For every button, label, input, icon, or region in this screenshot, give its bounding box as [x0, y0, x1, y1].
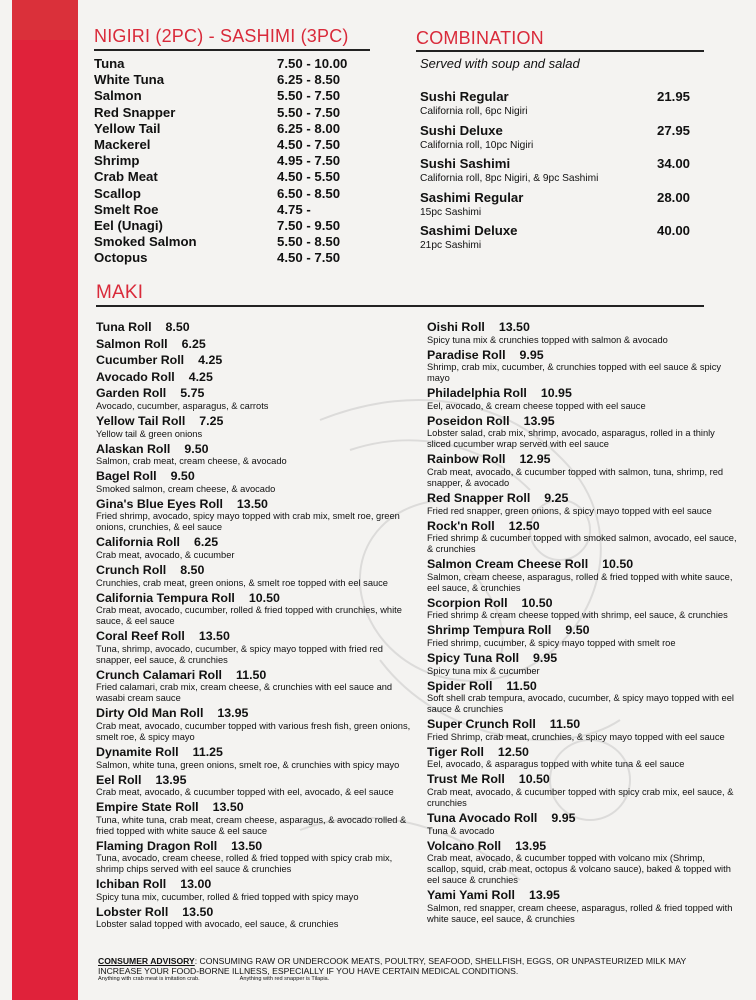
roll-name: California Roll [96, 535, 180, 550]
maki-right-column [427, 320, 737, 927]
roll-header [427, 772, 737, 787]
roll-description: Soft shell crab tempura, avocado, cucumber, & spicy mayo topped with eel sauce & crunchies [427, 693, 734, 715]
combo-item [420, 156, 690, 190]
roll-price: 13.50 [212, 800, 244, 815]
roll-header [96, 535, 416, 550]
maki-left-column [96, 320, 416, 932]
maki-roll [96, 535, 416, 561]
roll-description: Crab meat, avocado, cucumber, rolled & fried topped with crunchies, white sauce, & eel sauce [96, 605, 402, 627]
item-price: 5.50 - 7.50 [277, 88, 341, 104]
nigiri-row [94, 169, 364, 185]
roll-name: Shrimp Tempura Roll [427, 623, 552, 638]
roll-price: 10.95 [540, 386, 572, 401]
roll-price: 13.00 [180, 877, 212, 892]
roll-price: 9.95 [519, 347, 544, 362]
roll-header [96, 370, 416, 385]
nigiri-row [94, 153, 364, 169]
roll-header [427, 519, 737, 534]
combo-desc: California roll, 8pc Nigiri, & 9pc Sashimi [420, 173, 599, 184]
item-name: Yellow Tail [94, 120, 161, 136]
maki-roll [96, 839, 416, 876]
maki-roll [96, 629, 416, 666]
combo-desc: California roll, 10pc Nigiri [420, 139, 534, 151]
roll-description: Fried Shrimp, crab meat, crunchies, & spicy mayo topped with eel sauce [427, 731, 725, 742]
combo-price: 34.00 [656, 156, 690, 171]
maki-roll [427, 623, 737, 649]
roll-description: Crab meat, avocado, cucumber topped with various fresh fish, green onions, smelt roe, & spicy mayo [96, 720, 411, 742]
item-price: 4.50 - 7.50 [277, 136, 341, 152]
maki-roll [96, 320, 416, 335]
combo-name: Sushi Regular [420, 89, 509, 104]
roll-price: 10.50 [248, 590, 280, 605]
roll-name: Paradise Roll [427, 347, 506, 362]
nigiri-rule [94, 49, 370, 51]
maki-roll [427, 452, 737, 489]
maki-roll [427, 679, 737, 716]
roll-name: Oishi Roll [427, 320, 485, 334]
nigiri-row [94, 88, 364, 104]
roll-header [427, 491, 737, 506]
roll-description: Spicy tuna mix & cucumber [427, 665, 540, 676]
roll-header [427, 745, 737, 760]
item-price: 6.25 - 8.50 [277, 72, 341, 88]
maki-roll [96, 442, 416, 468]
item-price: 4.95 - 7.50 [277, 153, 341, 169]
roll-price: 11.50 [549, 717, 581, 732]
roll-name: Bagel Roll [96, 469, 157, 484]
combo-item [420, 223, 690, 257]
roll-description: Avocado, cucumber, asparagus, & carrots [96, 400, 269, 411]
red-stripe [12, 0, 78, 1000]
combo-price: 40.00 [656, 223, 690, 238]
roll-name: Super Crunch Roll [427, 717, 536, 732]
roll-header [96, 745, 416, 760]
stripe-stain [12, 0, 78, 40]
combo-name: Sushi Deluxe [420, 122, 503, 138]
roll-name: Alaskan Roll [96, 441, 171, 456]
nigiri-row [94, 72, 364, 88]
roll-name: Dynamite Roll [96, 744, 179, 759]
maki-roll [427, 386, 737, 412]
roll-description: Fried shrimp, cucumber, & spicy mayo topped with smelt roe [427, 637, 676, 648]
roll-price: 9.95 [533, 650, 558, 665]
nigiri-row [94, 121, 364, 137]
roll-header [427, 679, 737, 694]
roll-name: Garden Roll [96, 386, 167, 401]
roll-name: Coral Reef Roll [96, 629, 185, 644]
roll-description: Crab meat, avocado, & cucumber topped with eel, avocado, & eel sauce [96, 787, 394, 798]
nigiri-list [94, 56, 364, 266]
combo-price: 28.00 [656, 189, 690, 205]
roll-price: 9.50 [184, 441, 209, 456]
roll-description: Crab meat, avocado, & cucumber [96, 549, 235, 560]
roll-description: Tuna, avocado, cream cheese, rolled & fried topped with spicy crab mix, shrimp chips served with eel sauce & crunchies [96, 853, 393, 875]
item-price: 7.50 - 9.50 [277, 217, 341, 233]
maki-roll [96, 800, 416, 837]
combo-name: Sashimi Regular [420, 189, 524, 205]
roll-name: Tuna Avocado Roll [427, 810, 538, 825]
maki-roll [427, 596, 737, 622]
maki-roll [96, 591, 416, 628]
roll-price: 13.95 [523, 413, 555, 428]
roll-name: Trust Me Roll [427, 772, 505, 787]
maki-heading: MAKI [96, 282, 144, 303]
roll-description: Salmon, red snapper, cream cheese, asparagus, rolled & fried topped with white sauce, eel sauce, & crunchies [427, 902, 733, 924]
item-name: Shrimp [94, 153, 140, 169]
roll-name: Ichiban Roll [96, 877, 167, 892]
maki-roll [96, 745, 416, 771]
roll-price: 13.95 [528, 888, 560, 903]
consumer-advisory [98, 956, 728, 983]
item-name: Octopus [94, 250, 148, 266]
roll-name: Salmon Roll [96, 336, 168, 351]
roll-name: Spicy Tuna Roll [427, 650, 520, 665]
maki-roll [96, 706, 416, 743]
roll-header [96, 800, 416, 815]
maki-roll [427, 888, 737, 925]
combo-item [420, 123, 690, 157]
roll-price: 9.50 [170, 469, 195, 484]
roll-name: Rainbow Roll [427, 452, 506, 467]
item-price: 4.50 - 7.50 [277, 250, 341, 266]
roll-header [96, 563, 416, 578]
roll-header [427, 557, 737, 572]
roll-price: 10.50 [602, 557, 634, 572]
roll-description: Eel, avocado, & cream cheese topped with eel sauce [427, 400, 646, 411]
roll-name: Philadelphia Roll [427, 386, 527, 401]
roll-price: 9.95 [551, 810, 576, 825]
combo-name: Sashimi Deluxe [420, 223, 518, 238]
roll-description: Lobster salad, crab mix, shrimp, avocado, asparagus, rolled in a thinly sliced cucumber wrap served with eel sauce [427, 428, 715, 450]
roll-price: 13.95 [217, 706, 249, 721]
roll-price: 4.25 [188, 369, 213, 384]
maki-roll [96, 497, 416, 534]
combo-price: 21.95 [656, 89, 690, 104]
roll-description: Fried shrimp, avocado, spicy mayo topped with crab mix, smelt roe, green onions, crunchies, & eel sauce [96, 511, 400, 533]
item-price: 5.50 - 7.50 [277, 104, 341, 120]
roll-price: 11.25 [192, 744, 223, 759]
roll-name: Red Snapper Roll [427, 490, 531, 505]
roll-description: Crunchies, crab meat, green onions, & smelt roe topped with eel sauce [96, 577, 388, 588]
roll-header [427, 811, 737, 826]
maki-roll [427, 519, 737, 556]
roll-name: Tuna Roll [96, 320, 152, 334]
item-name: Red Snapper [94, 104, 176, 120]
roll-description: Fried calamari, crab mix, cream cheese, & crunchies with eel sauce and wasabi cream sauce [96, 682, 393, 704]
maki-roll [96, 905, 416, 931]
roll-price: 6.25 [194, 535, 219, 550]
item-name: Smelt Roe [94, 201, 159, 217]
item-name: Mackerel [94, 136, 151, 152]
item-name: Scallop [94, 185, 141, 201]
maki-roll [427, 491, 737, 517]
roll-header [96, 386, 416, 401]
roll-name: Flaming Dragon Roll [96, 838, 218, 853]
roll-header [427, 386, 737, 401]
maki-roll [427, 745, 737, 771]
roll-header [96, 469, 416, 484]
item-price: 7.50 - 10.00 [277, 56, 348, 71]
roll-name: Crunch Roll [96, 562, 167, 577]
roll-name: Yami Yami Roll [427, 888, 515, 903]
item-price: 6.25 - 8.00 [277, 120, 341, 136]
roll-description: Crab meat, avocado, & cucumber topped with salmon, tuna, shrimp, red snapper, & avocado [427, 466, 724, 488]
maki-roll [96, 877, 416, 903]
roll-price: 13.95 [155, 772, 187, 787]
nigiri-row [94, 202, 364, 218]
roll-header [427, 717, 737, 732]
item-price: 4.75 - [277, 201, 311, 217]
roll-description: Salmon, cream cheese, asparagus, rolled & fried topped with white sauce, eel sauce, & crunchies [427, 571, 733, 593]
roll-price: 12.50 [508, 518, 540, 533]
maki-rule [96, 305, 704, 307]
roll-price: 6.25 [181, 336, 206, 351]
item-name: Crab Meat [94, 169, 158, 185]
roll-header [427, 414, 737, 429]
roll-name: Salmon Cream Cheese Roll [427, 557, 589, 572]
roll-price: 8.50 [165, 320, 190, 334]
roll-description: Smoked salmon, cream cheese, & avocado [96, 483, 276, 494]
item-name: White Tuna [94, 72, 165, 88]
roll-header [96, 591, 416, 606]
roll-header [96, 706, 416, 721]
combo-price: 27.95 [656, 122, 690, 138]
combination-rule [416, 50, 704, 52]
roll-description: Shrimp, crab mix, cucumber, & crunchies topped with eel sauce & spicy mayo [427, 362, 722, 384]
roll-name: Yellow Tail Roll [96, 413, 186, 428]
roll-price: 11.50 [506, 678, 537, 693]
roll-header [96, 877, 416, 892]
roll-name: Tiger Roll [427, 744, 484, 759]
roll-header [427, 623, 737, 638]
roll-description: Crab meat, avocado, & cucumber topped with volcano mix (Shrimp, scallop, squid, crab meat, octopus & volcano sauce), baked & topped with eel sauce & crunchies [427, 853, 731, 886]
roll-header [96, 337, 416, 352]
roll-name: Dirty Old Man Roll [96, 706, 204, 721]
maki-roll [96, 370, 416, 385]
roll-name: Avocado Roll [96, 369, 175, 384]
roll-price: 8.50 [180, 562, 205, 577]
nigiri-row [94, 250, 364, 266]
roll-header [96, 905, 416, 920]
roll-name: Lobster Roll [96, 904, 169, 919]
roll-description: Spicy tuna mix, cucumber, rolled & fried topped with spicy mayo [96, 891, 359, 902]
roll-price: 10.50 [521, 595, 553, 610]
maki-roll [427, 717, 737, 743]
roll-header [96, 442, 416, 457]
roll-header [427, 320, 737, 335]
roll-description: Eel, avocado, & asparagus topped with white tuna & eel sauce [427, 759, 685, 770]
roll-name: California Tempura Roll [96, 590, 235, 605]
advisory-note-crab: Anything with crab meat is imitation crab. [98, 976, 200, 982]
roll-name: Rock'n Roll [427, 518, 495, 533]
nigiri-row [94, 56, 364, 72]
maki-roll [96, 414, 416, 440]
maki-roll [427, 348, 737, 385]
maki-roll [427, 557, 737, 594]
roll-name: Crunch Calamari Roll [96, 667, 222, 682]
combo-name: Sushi Sashimi [420, 156, 511, 171]
advisory-lead: CONSUMER ADVISORY [98, 956, 195, 966]
maki-roll [427, 651, 737, 677]
roll-description: Fried shrimp & cucumber topped with smoked salmon, avocado, eel sauce, & crunchies [427, 533, 737, 555]
nigiri-row [94, 186, 364, 202]
nigiri-row [94, 218, 364, 234]
item-name: Smoked Salmon [94, 234, 197, 250]
roll-price: 13.50 [198, 629, 230, 644]
combination-section [420, 56, 690, 257]
advisory-note-snapper: Anything with red snapper is Tilapia. [239, 976, 330, 982]
roll-header [427, 839, 737, 854]
roll-header [96, 629, 416, 644]
roll-price: 11.50 [236, 667, 267, 682]
maki-roll [96, 668, 416, 705]
roll-header [96, 497, 416, 512]
roll-header [427, 596, 737, 611]
item-name: Tuna [94, 56, 125, 71]
roll-name: Empire State Roll [96, 800, 199, 815]
roll-price: 13.50 [182, 904, 214, 919]
roll-header [96, 773, 416, 788]
roll-header [96, 353, 416, 368]
roll-description: Tuna, shrimp, avocado, cucumber, & spicy mayo topped with fried red snapper, eel sauce, & crunchies [96, 643, 383, 665]
roll-price: 13.50 [236, 496, 268, 511]
roll-price: 13.50 [231, 838, 263, 853]
roll-description: Spicy tuna mix & crunchies topped with salmon & avocado [427, 334, 668, 345]
roll-name: Spider Roll [427, 678, 493, 693]
roll-description: Crab meat, avocado, & cucumber topped with spicy crab mix, eel sauce, & crunchies [427, 786, 734, 808]
roll-price: 9.25 [544, 490, 569, 505]
roll-header [427, 651, 737, 666]
roll-name: Cucumber Roll [96, 353, 185, 368]
roll-description: Fried red snapper, green onions, & spicy mayo topped with eel sauce [427, 505, 712, 516]
maki-roll [96, 469, 416, 495]
combo-desc: 15pc Sashimi [420, 206, 482, 218]
roll-description: Fried shrimp & cream cheese topped with shrimp, eel sauce, & crunchies [427, 610, 728, 621]
combo-desc: 21pc Sashimi [420, 240, 482, 251]
item-name: Salmon [94, 88, 142, 104]
roll-name: Scorpion Roll [427, 595, 508, 610]
maki-roll [427, 414, 737, 451]
roll-name: Eel Roll [96, 772, 142, 787]
maki-roll [96, 773, 416, 799]
combo-item [420, 89, 690, 123]
nigiri-heading: NIGIRI (2PC) - SASHIMI (3PC) [94, 26, 349, 46]
maki-roll [96, 386, 416, 412]
roll-header [96, 839, 416, 854]
roll-price: 7.25 [199, 413, 224, 428]
roll-description: Tuna, white tuna, crab meat, cream cheese, asparagus, & avocado rolled & fried topped with white sauce & eel sauce [96, 814, 407, 836]
item-price: 5.50 - 8.50 [277, 234, 341, 250]
roll-price: 5.75 [180, 386, 205, 401]
maki-roll [96, 353, 416, 368]
roll-header [96, 414, 416, 429]
roll-name: Gina's Blue Eyes Roll [96, 496, 223, 511]
item-price: 4.50 - 5.50 [277, 169, 341, 185]
roll-name: Poseidon Roll [427, 413, 510, 428]
combination-subtitle: Served with soup and salad [420, 56, 580, 71]
nigiri-row [94, 105, 364, 121]
roll-price: 12.50 [497, 744, 529, 759]
roll-header [427, 452, 737, 467]
combination-heading: COMBINATION [416, 28, 544, 48]
item-price: 6.50 - 8.50 [277, 185, 341, 201]
nigiri-row [94, 137, 364, 153]
roll-price: 9.50 [565, 623, 590, 638]
roll-price: 10.50 [518, 772, 550, 787]
roll-header [427, 348, 737, 363]
roll-description: Tuna & avocado [427, 825, 495, 836]
maki-roll [427, 320, 737, 346]
roll-description: Yellow tail & green onions [96, 428, 203, 439]
combo-desc: California roll, 6pc Nigiri [420, 106, 528, 117]
maki-roll [427, 839, 737, 887]
maki-roll [96, 337, 416, 352]
nigiri-row [94, 234, 364, 250]
maki-roll [427, 772, 737, 809]
roll-name: Volcano Roll [427, 838, 502, 853]
roll-price: 4.25 [198, 353, 223, 368]
combo-item [420, 190, 690, 224]
roll-description: Salmon, crab meat, cream cheese, & avocado [96, 456, 287, 467]
roll-price: 13.95 [515, 838, 547, 853]
item-name: Eel (Unagi) [94, 217, 163, 233]
roll-header [96, 320, 416, 335]
advisory-notes [98, 976, 728, 983]
roll-description: Salmon, white tuna, green onions, smelt roe, & crunchies with spicy mayo [96, 759, 400, 770]
maki-roll [96, 563, 416, 589]
roll-header [96, 668, 416, 683]
roll-price: 12.95 [519, 452, 551, 467]
advisory-text: : CONSUMING RAW OR UNDERCOOK MEATS, POULTRY, SEAFOOD, SHELLFISH, EGGS, OR UNPASTEURIZED MILK MAY INCREASE YOUR FOOD-BORNE ILLNESS, ESPECIALLY IF YOU HAVE CERTAIN MEDICAL CONDITIONS. [98, 956, 687, 976]
roll-description: Lobster salad topped with avocado, eel sauce, & crunchies [96, 919, 339, 930]
roll-price: 13.50 [498, 320, 530, 334]
roll-header [427, 888, 737, 903]
maki-roll [427, 811, 737, 837]
